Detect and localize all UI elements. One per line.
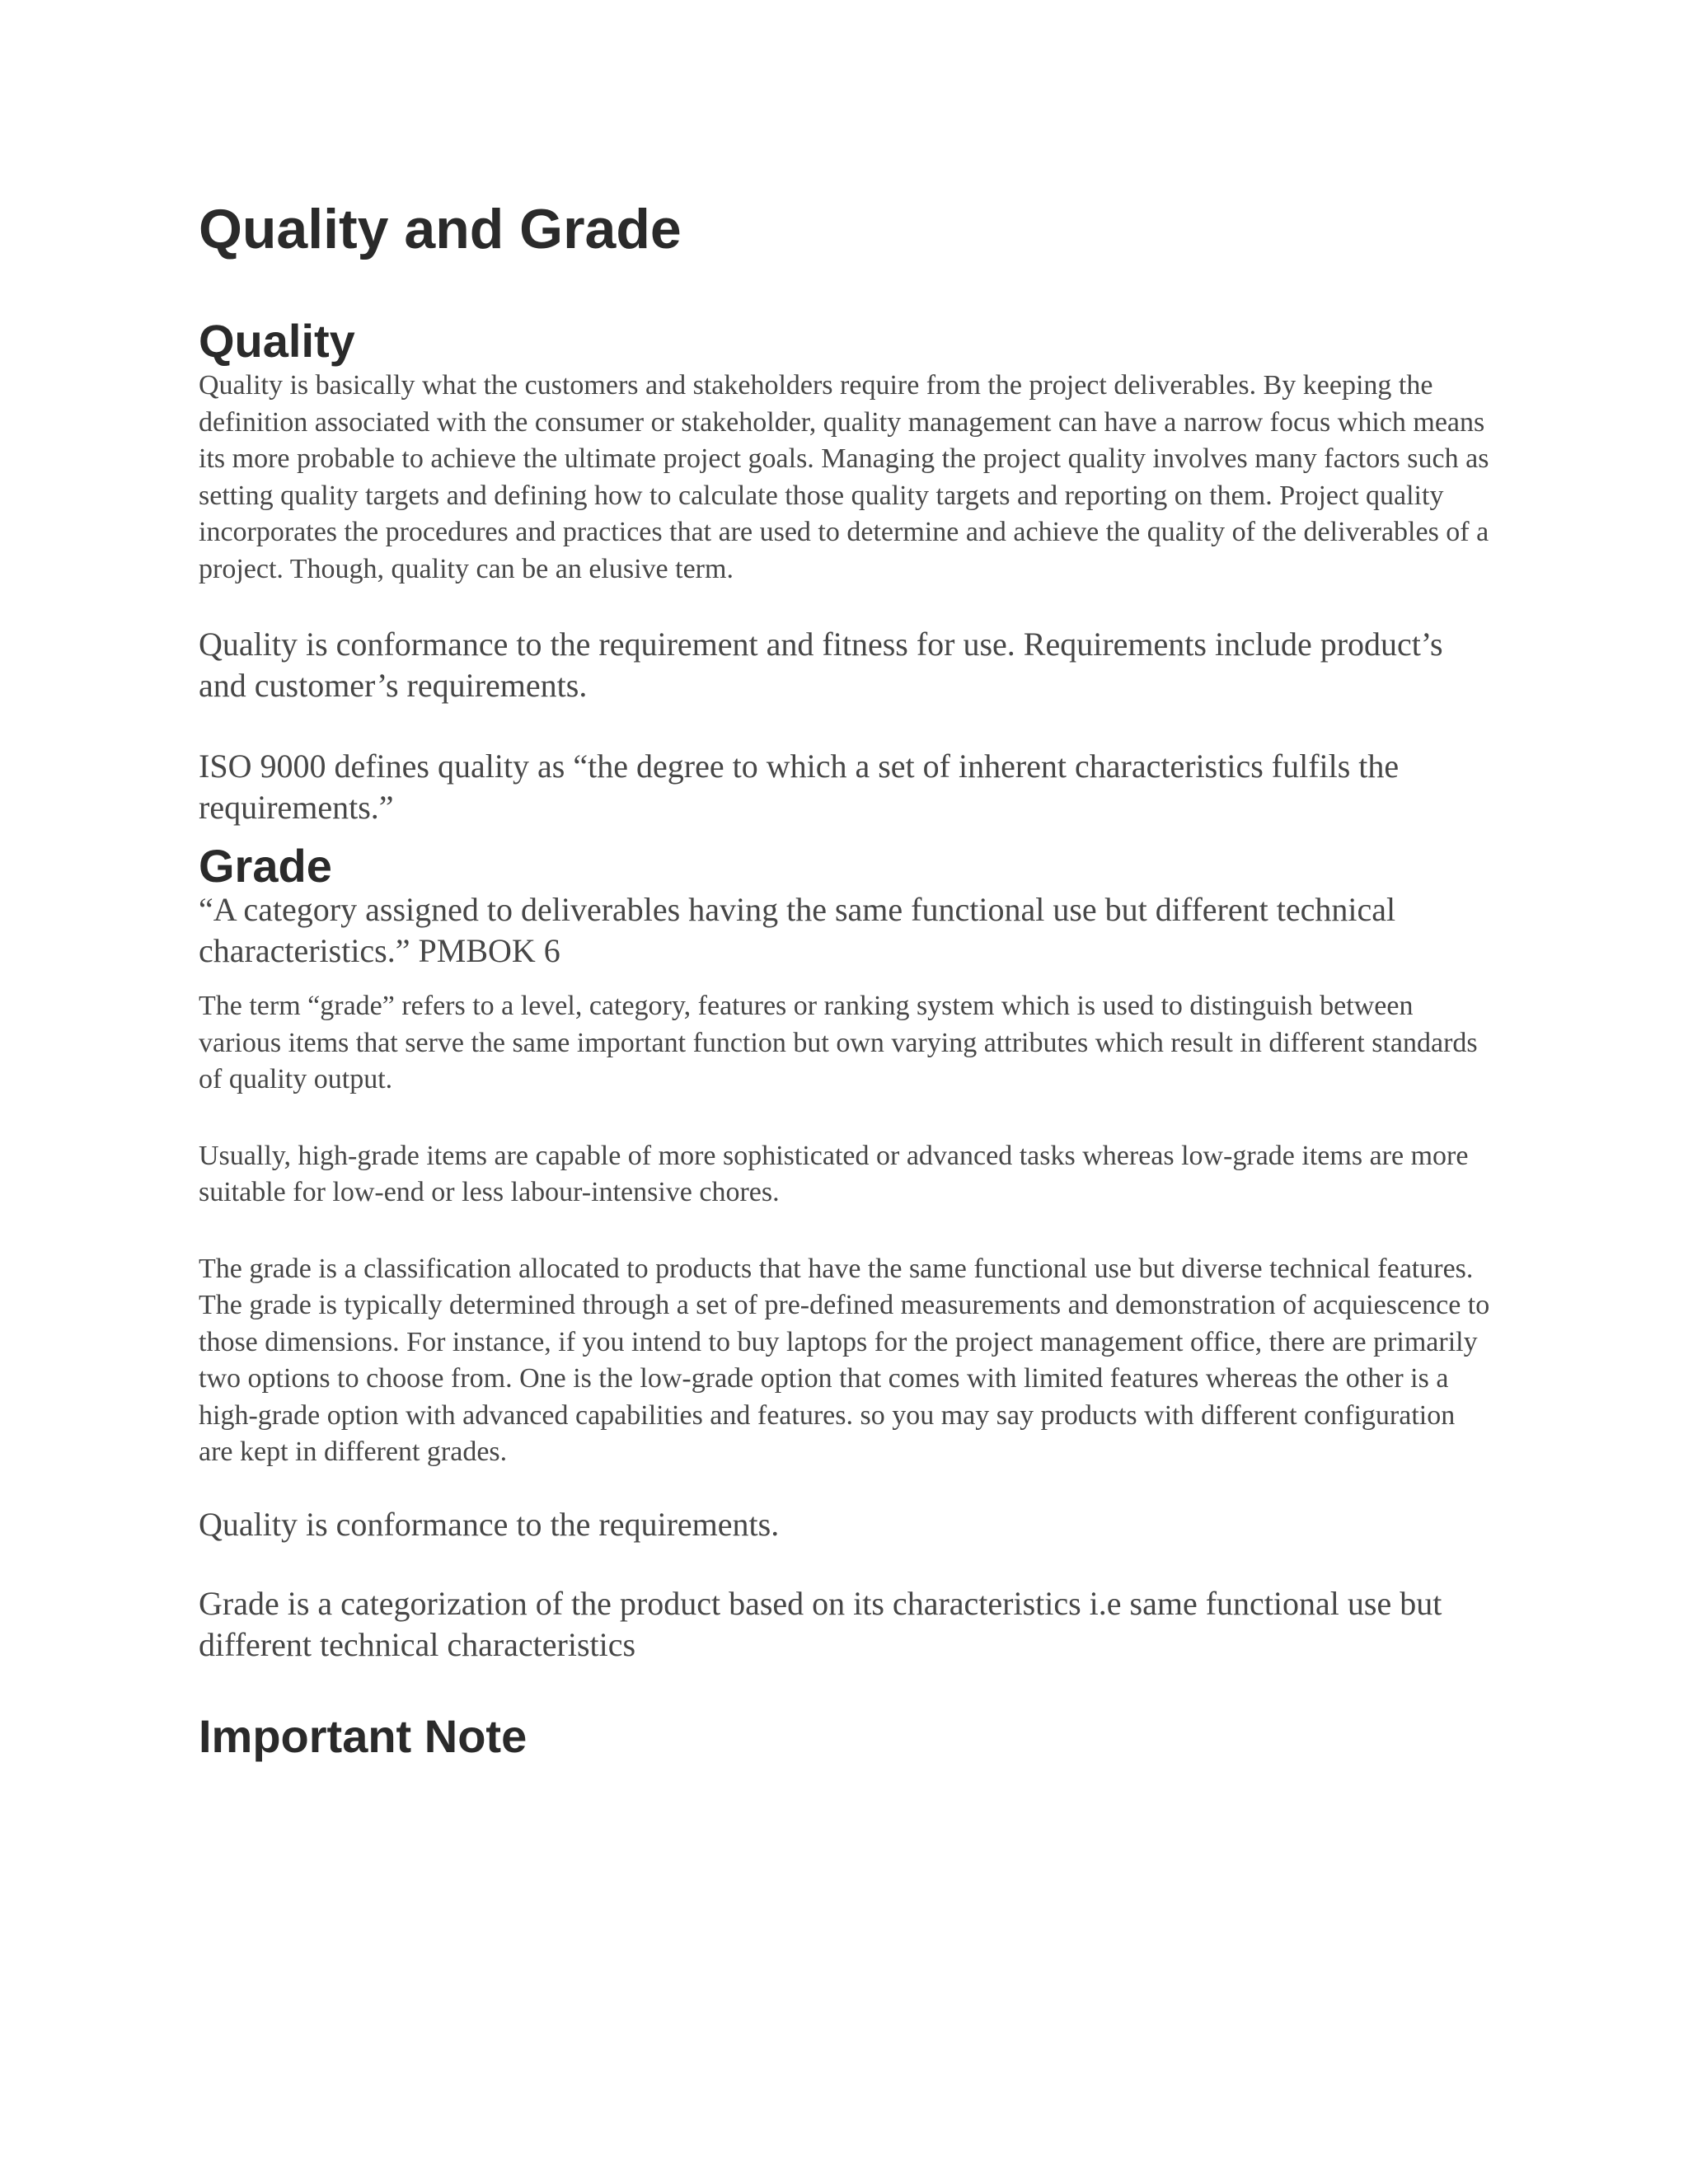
grade-paragraph-6: Grade is a categorization of the product based on its characteristics i.e same functional use but different technical characteristics — [199, 1584, 1442, 1663]
grade-paragraph-1: “A category assigned to deliverables having the same functional use but different technical characteristics.” PMBOK 6 — [199, 891, 1396, 969]
document-content — [199, 190, 1493, 1766]
grade-paragraph-2: The term “grade” refers to a level, category, features or ranking system which is used to distinguish between various items that serve the same important function but own varying attributes which result in different standards of quality output. — [199, 991, 1478, 1094]
quality-paragraph-1: Quality is basically what the customers and stakeholders require from the project deliverables. By keeping the definition associated with the consumer or stakeholder, quality management can have a narrow focus which means its more probable to achieve the ultimate project goals. Managing the project quality involves many factors such as setting quality targets and defining how to calculate those quality targets and reporting on them. Project quality incorporates the procedures and practices that are used to determine and achieve the quality of the deliverables of a project. Though, quality can be an elusive term. — [199, 370, 1489, 584]
section-heading-quality: Quality — [199, 315, 355, 367]
section-heading-grade: Grade — [199, 840, 332, 892]
grade-paragraph-3: Usually, high-grade items are capable of more sophisticated or advanced tasks whereas low-grade items are more suitable for low-end or less labour-intensive chores. — [199, 1140, 1469, 1207]
document-title: Quality and Grade — [199, 198, 682, 260]
quality-paragraph-2: Quality is conformance to the requirement and fitness for use. Requirements include product’s and customer’s requirements. — [199, 626, 1443, 704]
grade-paragraph-5: Quality is conformance to the requirements. — [199, 1505, 780, 1543]
grade-paragraph-4: The grade is a classification allocated to products that have the same functional use but diverse technical features. The grade is typically determined through a set of pre-defined measurements and demonstration of acquiescence to those dimensions. For instance, if you intend to buy laptops for the project management office, there are primarily two options to choose from. One is the low-grade option that comes with limited features whereas the other is a high-grade option with advanced capabilities and features. so you may say products with different configuration are kept in different grades. — [199, 1253, 1490, 1467]
section-heading-important-note: Important Note — [199, 1709, 528, 1762]
quality-paragraph-3: ISO 9000 defines quality as “the degree to which a set of inherent characteristics fulfils the requirements.” — [199, 748, 1400, 826]
